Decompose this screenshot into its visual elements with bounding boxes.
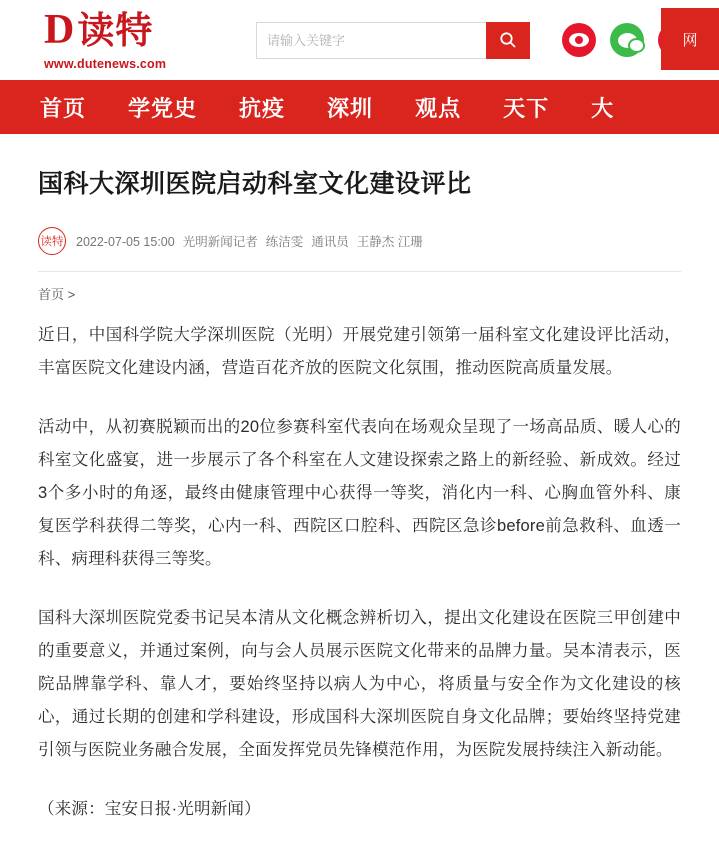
site-header	[0, 0, 719, 80]
logo-url: www.dutenews.com	[44, 57, 167, 71]
logo-name: 读特	[77, 9, 154, 51]
search-icon	[499, 31, 517, 49]
publisher-badge: 读特	[38, 227, 66, 255]
article-source-note: （来源：宝安日报·光明新闻）	[38, 799, 261, 818]
nav-item-home[interactable]: 首页	[40, 95, 87, 121]
search-bar	[256, 22, 530, 59]
search-input[interactable]	[256, 22, 486, 59]
contributor-names: 王静杰 江珊	[356, 234, 423, 249]
logo-row	[44, 9, 153, 51]
logo-mark-icon: D	[44, 7, 74, 53]
nav-item-shenzhen[interactable]: 深圳	[327, 95, 374, 121]
site-logo[interactable]	[44, 9, 204, 71]
article	[0, 134, 719, 826]
page-title: 国科大深圳医院启动科室文化建设评比	[38, 170, 472, 198]
main-nav	[0, 80, 719, 134]
article-paragraph: 国科大深圳医院党委书记吴本清从文化概念辨析切入，提出文化建设在医院三甲创建中的重要意义，并通过案例，向与会人员展示医院文化带来的品牌力量。吴本清表示，医院品牌靠学科、靠人才，要始终坚持以病人为中心，将质量与安全作为文化建设的核心，通过长期的创建和学科建设，形成国科大深圳医院自身文化品牌；要始终坚持党建引领与医院业务融合发展，全面发挥党员先锋模范作用，为医院发展持续注入新动能。	[38, 608, 681, 759]
article-meta	[38, 227, 681, 255]
article-source: 光明新闻记者	[182, 234, 258, 249]
weibo-glyph	[569, 33, 589, 47]
nav-item-viewpoint[interactable]: 观点	[415, 95, 462, 121]
nav-item-epidemic[interactable]: 抗疫	[239, 95, 286, 121]
article-date: 2022-07-05 15:00	[76, 234, 175, 249]
article-meta-text	[76, 232, 423, 250]
article-body	[38, 319, 681, 826]
contributor-label: 通讯员	[311, 234, 349, 249]
wechat-qr-tile[interactable]: 网	[661, 8, 719, 70]
breadcrumb-home-link[interactable]: 首页 >	[38, 286, 76, 302]
nav-item-world[interactable]: 天下	[503, 95, 550, 121]
search-button[interactable]	[486, 22, 530, 59]
article-author: 练洁雯	[265, 234, 304, 249]
article-paragraph: 活动中，从初赛脱颖而出的20位参赛科室代表向在场观众呈现了一场高品质、暖人心的科室文化盛宴，进一步展示了各个科室在人文建设探索之路上的新经验、新成效。经过3个多小时的角逐，最终由健康管理中心获得一等奖，消化内一科、心胸血管外科、康复医学科获得二等奖，心内一科、西院区口腔科、西院区急诊before前急救科、血透一科、病理科获得三等奖。	[38, 417, 681, 568]
nav-item-overflow[interactable]: 大	[591, 95, 615, 121]
article-paragraph: 近日，中国科学院大学深圳医院（光明）开展党建引领第一届科室文化建设评比活动，丰富医院文化建设内涵，营造百花齐放的医院文化氛围，推动医院高质量发展。	[38, 325, 681, 377]
nav-item-party-history[interactable]: 学党史	[128, 95, 198, 121]
weibo-icon[interactable]	[562, 23, 596, 57]
wechat-glyph	[618, 33, 637, 48]
wechat-icon[interactable]	[610, 23, 644, 57]
breadcrumb[interactable]	[38, 271, 681, 303]
